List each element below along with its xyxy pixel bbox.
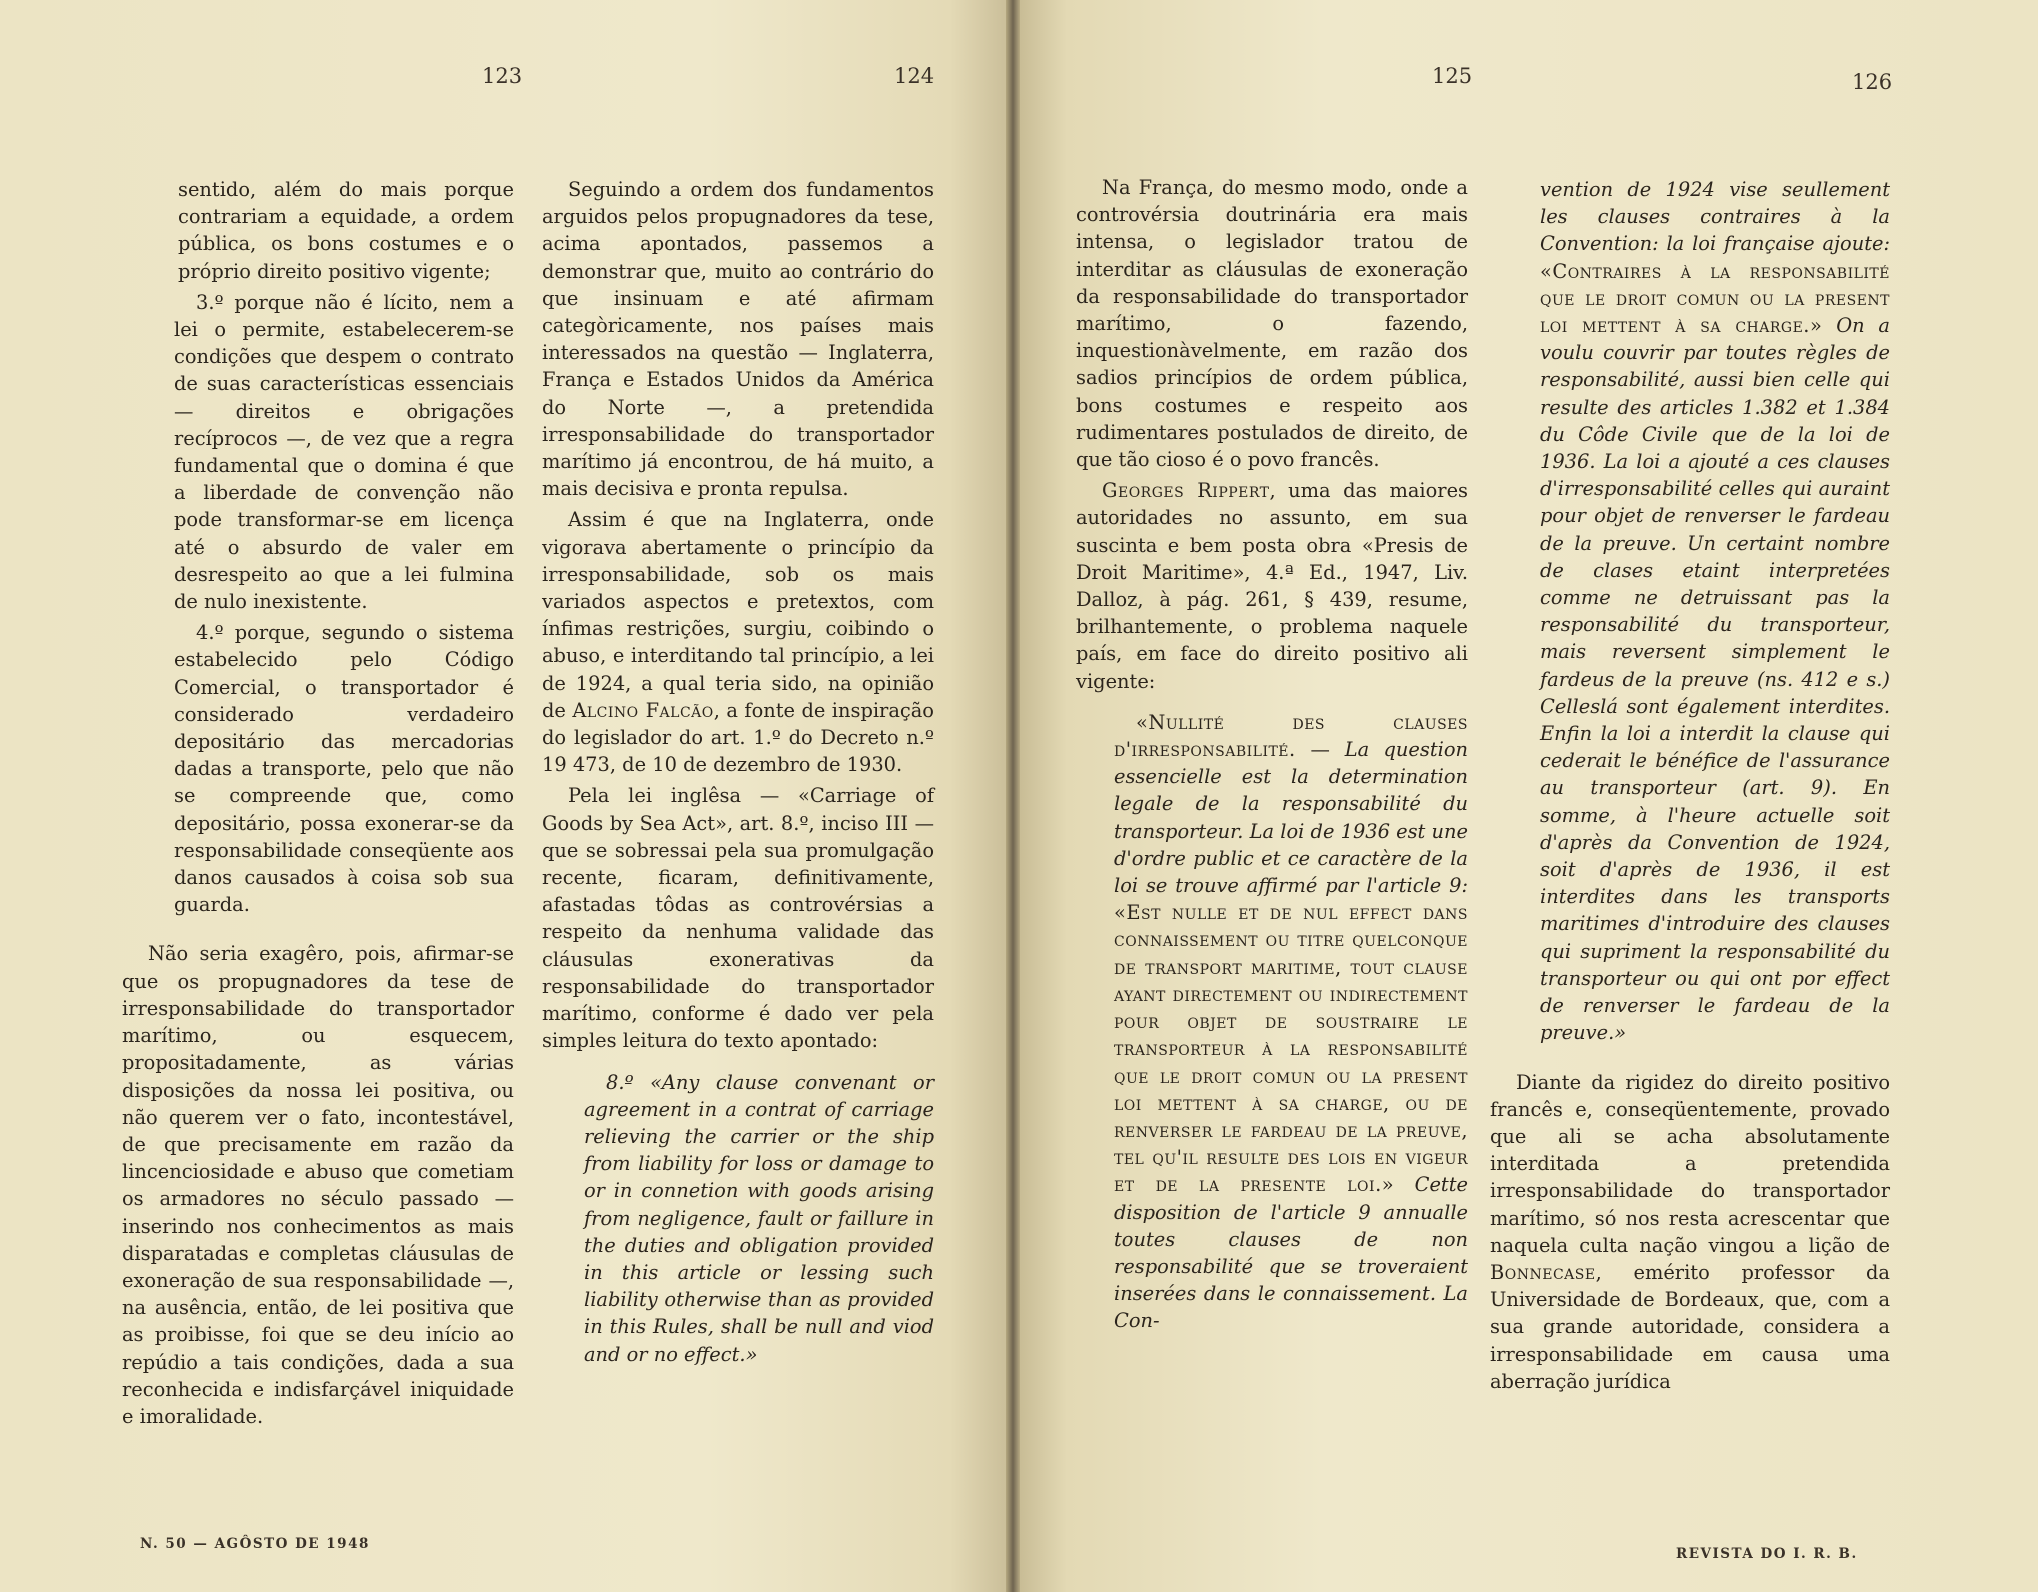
text-run: , emérito professor da Universidade de Bordeaux, que, com a sua grande autoridade, considera a irresponsabilidade em causa uma aberração jurídica (1490, 1260, 1890, 1393)
paragraph: 4.º porque, segundo o sistema estabelecido pelo Código Comercial, o transportador é considerado verdadeiro depositário das mercadorias dadas a transporte, pelo que não se compreende que, como depositário, possa exonerar-se da responsabilidade conseqüente aos danos causados à coisa sob sua guarda. (174, 621, 514, 917)
quoted-text: «Contraires à la responsabilité que le droit comun ou la present loi mettent à sa charge.» (1540, 259, 1890, 338)
text-run: Cette disposition de l'article 9 annualle toutes clauses de non responsabilité que se troveraient inserées dans le connaissement. La Con- (1114, 1173, 1468, 1333)
quoted-article: «Est nulle et de nul effect dans connaissement ou titre quelconque de transport maritime, tout clause ayant directement ou indirectement pour objet de soustraire le transporteur à la responsabilité que le droit comun ou la present loi mettent à sa charge, ou de renverser le fardeau de la preuve, tel qu'il resulte des lois en vigeur et de la presente loi.» (1114, 901, 1468, 1197)
block-quote (1540, 176, 1890, 1047)
page-number-124: 124 (894, 64, 935, 88)
page-number-125: 125 (1432, 64, 1473, 88)
paragraph: 3.º porque não é lícito, nem a lei o permite, estabelecerem-se condições que despem o contrato de suas características essenciais — direitos e obrigações recíprocos —, de vez que a regra fundamental que o domina é que a liberdade de convenção não pode transformar-se em licença até o absurdo de valer em desrespeito ao que a lei fulmina de nulo inexistente. (174, 290, 514, 614)
text-run: La question essencielle est la determination legale de la responsabilité du transporteur. La loi de 1936 est une d'ordre public et ce caractère de la loi se trouve affirmé par l'article 9: (1114, 738, 1468, 898)
column-page-126 (1490, 176, 1890, 1399)
author-name: Alcino Falcão (572, 698, 714, 722)
paragraph: Pela lei inglêsa — «Carriage of Goods by Sea Act», art. 8.º, inciso III — que se sobressai pela sua promulgação recente, ficaram, definitivamente, afastadas tôdas as controvérsias a respeito da nenhuma validade das cláusulas exonerativas da responsabilidade do transportador marítimo, conforme é dado ver pela simples leitura do texto apontado: (542, 784, 934, 1053)
footer-journal: REVISTA DO I. R. B. (1676, 1546, 1858, 1562)
footer-issue: N. 50 — AGÔSTO DE 1948 (140, 1536, 370, 1552)
paragraph: Seguindo a ordem dos fundamentos arguidos pelos propugnadores da tese, acima apontados, passemos a demonstrar que, muito ao contrário do que insinuam e até afirmam categòricamente, nos países mais interessados na questão — Inglaterra, França e Estados Unidos da América do Norte —, a pretendida irresponsabilidade do transportador marítimo já encontrou, de há muito, a mais decisiva e pronta repulsa. (542, 178, 934, 501)
page-number-123: 123 (482, 64, 523, 88)
author-name: Georges Rippert (1102, 479, 1270, 503)
paragraph (1076, 477, 1468, 695)
paragraph: Na França, do mesmo modo, onde a controvérsia doutrinária era mais intensa, o legislador tratou de interditar as cláusulas de exoneração da responsabilidade do transportador marítimo, o fazendo, inquestionàvelmente, em razão dos sadios princípios de ordem pública, bons costumes e respeito aos rudimentares postulados de direito, de que tão cioso é o povo francês. (1076, 176, 1468, 472)
column-page-123 (122, 176, 514, 1434)
block-quote (1076, 709, 1468, 1335)
text-run: , a fonte de inspiração do legislador do art. 1.º do Decreto n.º 19 473, de 10 de dezembro de 1930. (542, 698, 934, 777)
paragraph: sentido, além do mais porque contrariam a equidade, a ordem pública, os bons costumes e o próprio direito positivo vigente; (178, 178, 514, 283)
author-name: Bonnecase (1490, 1260, 1596, 1284)
text-run: Diante da rigidez do direito positivo francês e, conseqüentemente, provado que ali se acha absolutamente interditada a pretendida irresponsabilidade do transportador marítimo, só nos resta acrescentar que naquela culta nação vingou a lição de (1490, 1070, 1890, 1257)
page-number-126: 126 (1852, 70, 1893, 94)
paragraph (542, 506, 934, 778)
paragraph: Não seria exagêro, pois, afirmar-se que os propugnadores da tese de irresponsabilidade do transportador marítimo, ou esquecem, propositadamente, as várias disposições da nossa lei positiva, ou não querem ver o fato, incontestável, de que precisamente em razão da lincenciosidade e abuso que cometiam os armadores no século passado — inserindo nos conhecimentos as mais disparatadas e completas cláusulas de exoneração de sua responsabilidade —, na ausência, então, de lei positiva que as proibisse, foi que se deu início ao repúdio a tais condições, dada a sua reconhecida e indisfarçável iniquidade e imoralidade. (122, 942, 514, 1428)
text-run: Assim é que na Inglaterra, onde vigorava abertamente o princípio da irresponsabilidade, sob os mais variados aspectos e pretextos, com ínfimas restrições, surgiu, coibindo o abuso, e interditando tal princípio, a lei de 1924, a qual teria sido, na opinião de (542, 508, 934, 722)
column-page-125 (1076, 174, 1468, 1339)
block-quote: 8.º «Any clause convenant or agreement in a contrat of carriage relieving the carrier or the ship from liability for loss or damage to or in connetion with goods arising from negligence, fault or faillure in the duties and obligation provided in this article or lessing such liability otherwise than as provided in this Rules, shall be null and viod and or no effect.» (584, 1070, 934, 1366)
text-run: , uma das maiores autoridades no assunto, em sua suscinta e bem posta obra «Presis de Droit Maritime», 4.ª Ed., 1947, Liv. Dalloz, à pág. 261, § 439, resume, brilhantemente, o problema naquele país, em face do direito positivo ali vigente: (1076, 479, 1468, 693)
text-run: vention de 1924 vise seullement les clauses contraires à la Convention: la loi française ajoute: (1540, 178, 1890, 256)
paragraph (1490, 1069, 1890, 1395)
book-gutter (1006, 0, 1020, 1592)
column-page-124 (542, 176, 934, 1372)
text-run: On a voulu couvrir par toutes règles de responsabilité, aussi bien celle qui resulte des articles 1.382 et 1.384 du Côde Civile que de la loi de 1936. La loi a ajouté a ces clauses d'irresponsabilité celles qui auraint pour objet de renverser le fardeau de la preuve. Un certaint nombre de clases etaint interpretées comme ne detruissant pas la responsabilité du transporteur, mais reversent simplement le fardeus de la preuve (ns. 412 e s.) Celleslá sont également interdites. Enfin la loi a interdit la clause qui cederait le bénéfice de l'assurance au transporteur (art. 9). En somme, à l'heure actuelle soit d'après da Convention de 1924, soit d'après de 1936, il est interdites dans les transports maritimes d'introduire des clauses qui supriment la responsabilité du transporteur ou qui ont por effect de renverser le fardeau de la preuve.» (1540, 314, 1890, 1045)
quote-heading: «Nullité des clauses d'irresponsabilité. — (1114, 710, 1468, 762)
